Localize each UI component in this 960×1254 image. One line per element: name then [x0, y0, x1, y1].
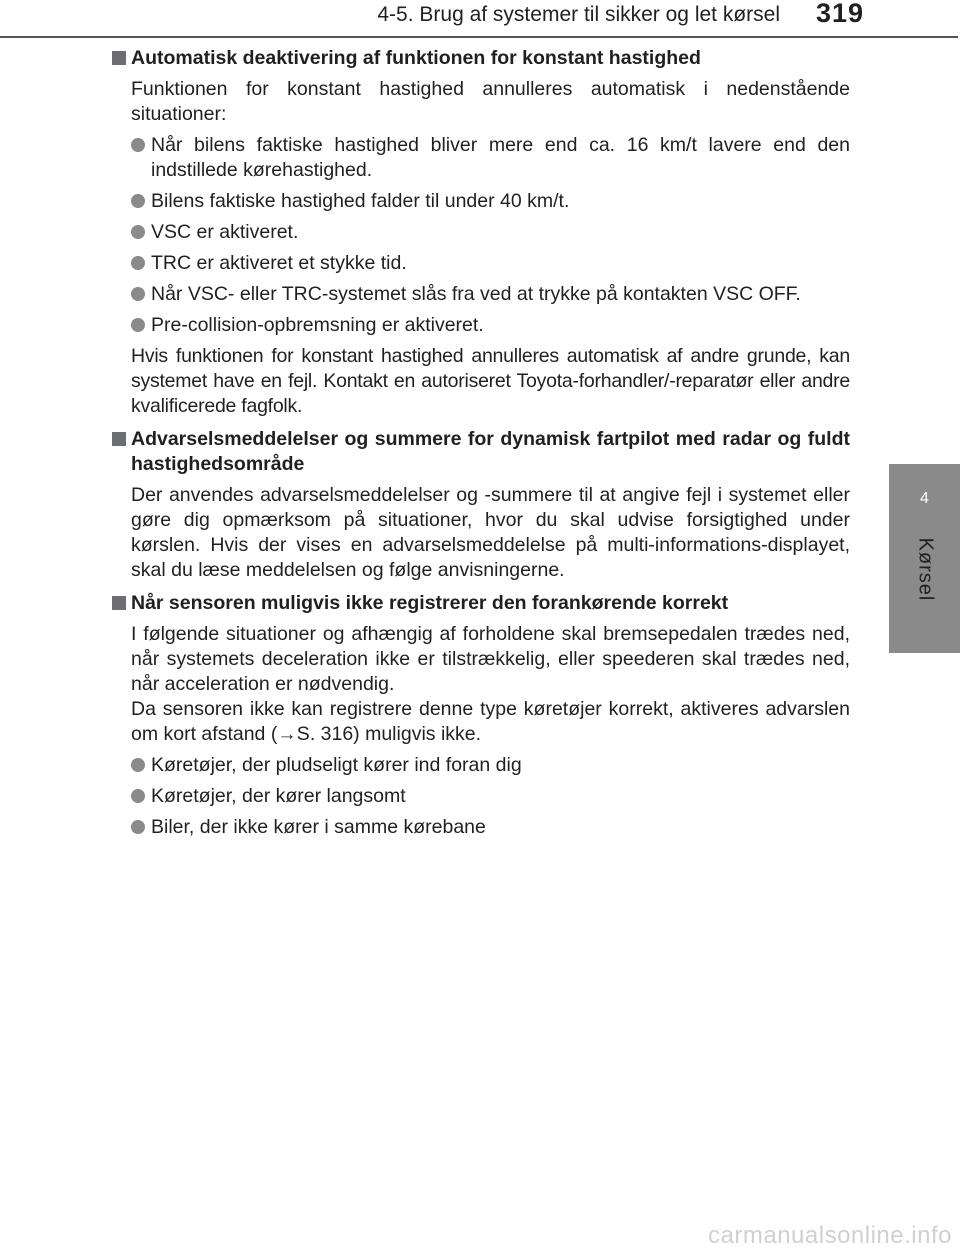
chapter-tab-label: Kørsel: [914, 537, 937, 602]
list-item: Når bilens faktiske hastighed bliver mere end ca. 16 km/t lavere end den indstillede kørehastighed.: [110, 133, 850, 183]
round-bullet-icon: [131, 256, 145, 270]
square-bullet-icon: [112, 432, 126, 446]
round-bullet-icon: [131, 758, 145, 772]
page-number: 319: [815, 0, 864, 28]
list-item: TRC er aktiveret et stykke tid.: [110, 251, 850, 276]
section-intro: Der anvendes advarselsmeddelelser og -summere til at angive fejl i systemet eller gøre dig opmærksom på situationer, hvor du skal udvise forsigtighed under kørslen. Hvis der vises en advarselsmeddelelse på multi-informations-displayet, skal du læse meddelelsen og følge anvisningerne.: [131, 484, 850, 581]
round-bullet-icon: [131, 138, 145, 152]
section-note: Hvis funktionen for konstant hastighed annulleres automatisk af andre grunde, kan systemet have en fejl. Kontakt en autoriseret Toyota-forhandler/-reparatør eller andre kvalificerede fagfolk.: [131, 345, 850, 417]
round-bullet-icon: [131, 287, 145, 301]
section-intro-continued: Da sensoren ikke kan registrere denne type køretøjer korrekt, aktiveres advarslen om kort afstand (→S. 316) muligvis ikke.: [131, 698, 850, 745]
round-bullet-icon: [131, 225, 145, 239]
round-bullet-icon: [131, 789, 145, 803]
round-bullet-icon: [131, 820, 145, 834]
watermark: carmanualsonline.info: [708, 1222, 952, 1249]
section-intro: Funktionen for konstant hastighed annulleres automatisk i nedenstående situationer:: [131, 78, 850, 125]
chapter-tab-number: 4: [920, 490, 929, 507]
list-item: VSC er aktiveret.: [110, 220, 850, 245]
page-header: [0, 0, 960, 38]
round-bullet-icon: [131, 318, 145, 332]
square-bullet-icon: [112, 51, 126, 65]
list-item: Køretøjer, der kører langsomt: [110, 784, 850, 809]
header-divider: [0, 36, 958, 38]
section-intro: I følgende situationer og afhængig af forholdene skal bremsepedalen trædes ned, når systemets deceleration ikke er tilstrækkelig, eller speederen skal trædes ned, når acceleration er nødvendig.: [131, 623, 850, 695]
square-bullet-icon: [112, 596, 126, 610]
list-item: Bilens faktiske hastighed falder til under 40 km/t.: [110, 189, 850, 214]
list-item: Køretøjer, der pludseligt kører ind foran dig: [110, 753, 850, 778]
section-heading: Advarselsmeddelelser og summere for dynamisk fartpilot med radar og fuldt hastighedsområde: [110, 427, 850, 477]
page-content: [110, 46, 850, 846]
list-item: Biler, der ikke kører i samme kørebane: [110, 815, 850, 840]
list-item: Pre-collision-opbremsning er aktiveret.: [110, 313, 850, 338]
chapter-title: 4-5. Brug af systemer til sikker og let kørsel: [377, 3, 780, 26]
section-heading: Når sensoren muligvis ikke registrerer den forankørende korrekt: [110, 591, 850, 616]
round-bullet-icon: [131, 194, 145, 208]
list-item: Når VSC- eller TRC-systemet slås fra ved at trykke på kontakten VSC OFF.: [110, 282, 850, 307]
section-heading: Automatisk deaktivering af funktionen for konstant hastighed: [110, 46, 850, 71]
